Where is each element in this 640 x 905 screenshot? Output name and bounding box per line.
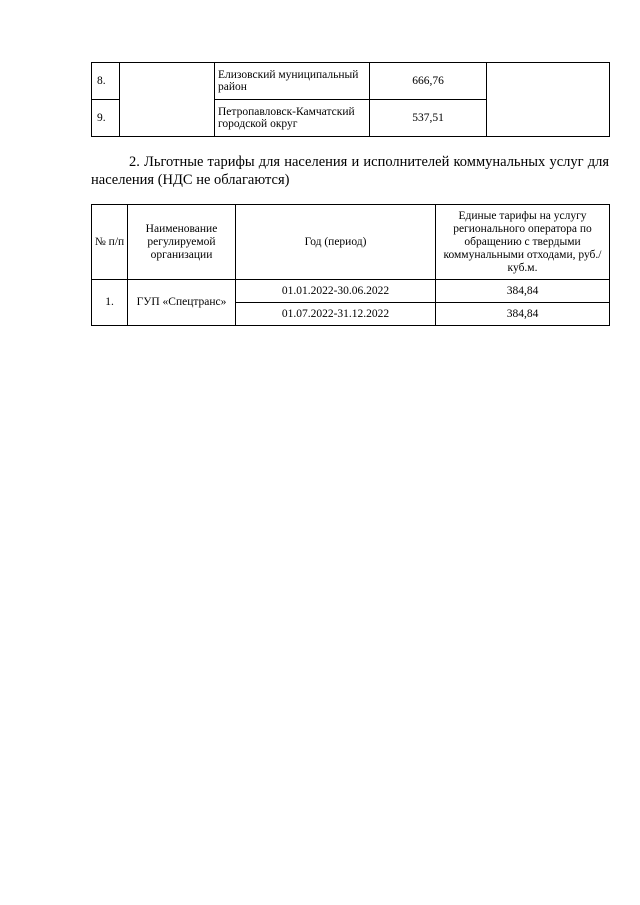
district-name: Петропавловск-Камчатский городской округ — [215, 100, 370, 137]
empty-cell — [120, 63, 215, 137]
org-name: ГУП «Спецтранс» — [128, 280, 236, 326]
tariff-value: 384,84 — [436, 303, 610, 326]
table-row — [92, 63, 610, 100]
period-cell: 01.07.2022-31.12.2022 — [236, 303, 436, 326]
tariff-value: 666,76 — [370, 63, 487, 100]
tariff-table-population — [91, 204, 610, 326]
row-number: 1. — [92, 280, 128, 326]
tariff-value: 537,51 — [370, 100, 487, 137]
header-period: Год (период) — [236, 205, 436, 280]
section-heading: 2. Льготные тарифы для населения и исполнителей коммунальных услуг для населения (НДС не облагаются) — [91, 154, 609, 188]
header-org: Наименование регулируемой организации — [128, 205, 236, 280]
table-header-row — [92, 205, 610, 280]
empty-cell — [487, 63, 610, 137]
district-name: Елизовский муниципальный район — [215, 63, 370, 100]
table-row — [92, 280, 610, 303]
tariff-table-districts — [91, 62, 610, 137]
period-cell: 01.01.2022-30.06.2022 — [236, 280, 436, 303]
header-num: № п/п — [92, 205, 128, 280]
row-number: 8. — [92, 63, 120, 100]
tariff-value: 384,84 — [436, 280, 610, 303]
row-number: 9. — [92, 100, 120, 137]
header-tariff: Единые тарифы на услугу регионального оператора по обращению с твердыми коммунальными отходами, руб./куб.м. — [436, 205, 610, 280]
